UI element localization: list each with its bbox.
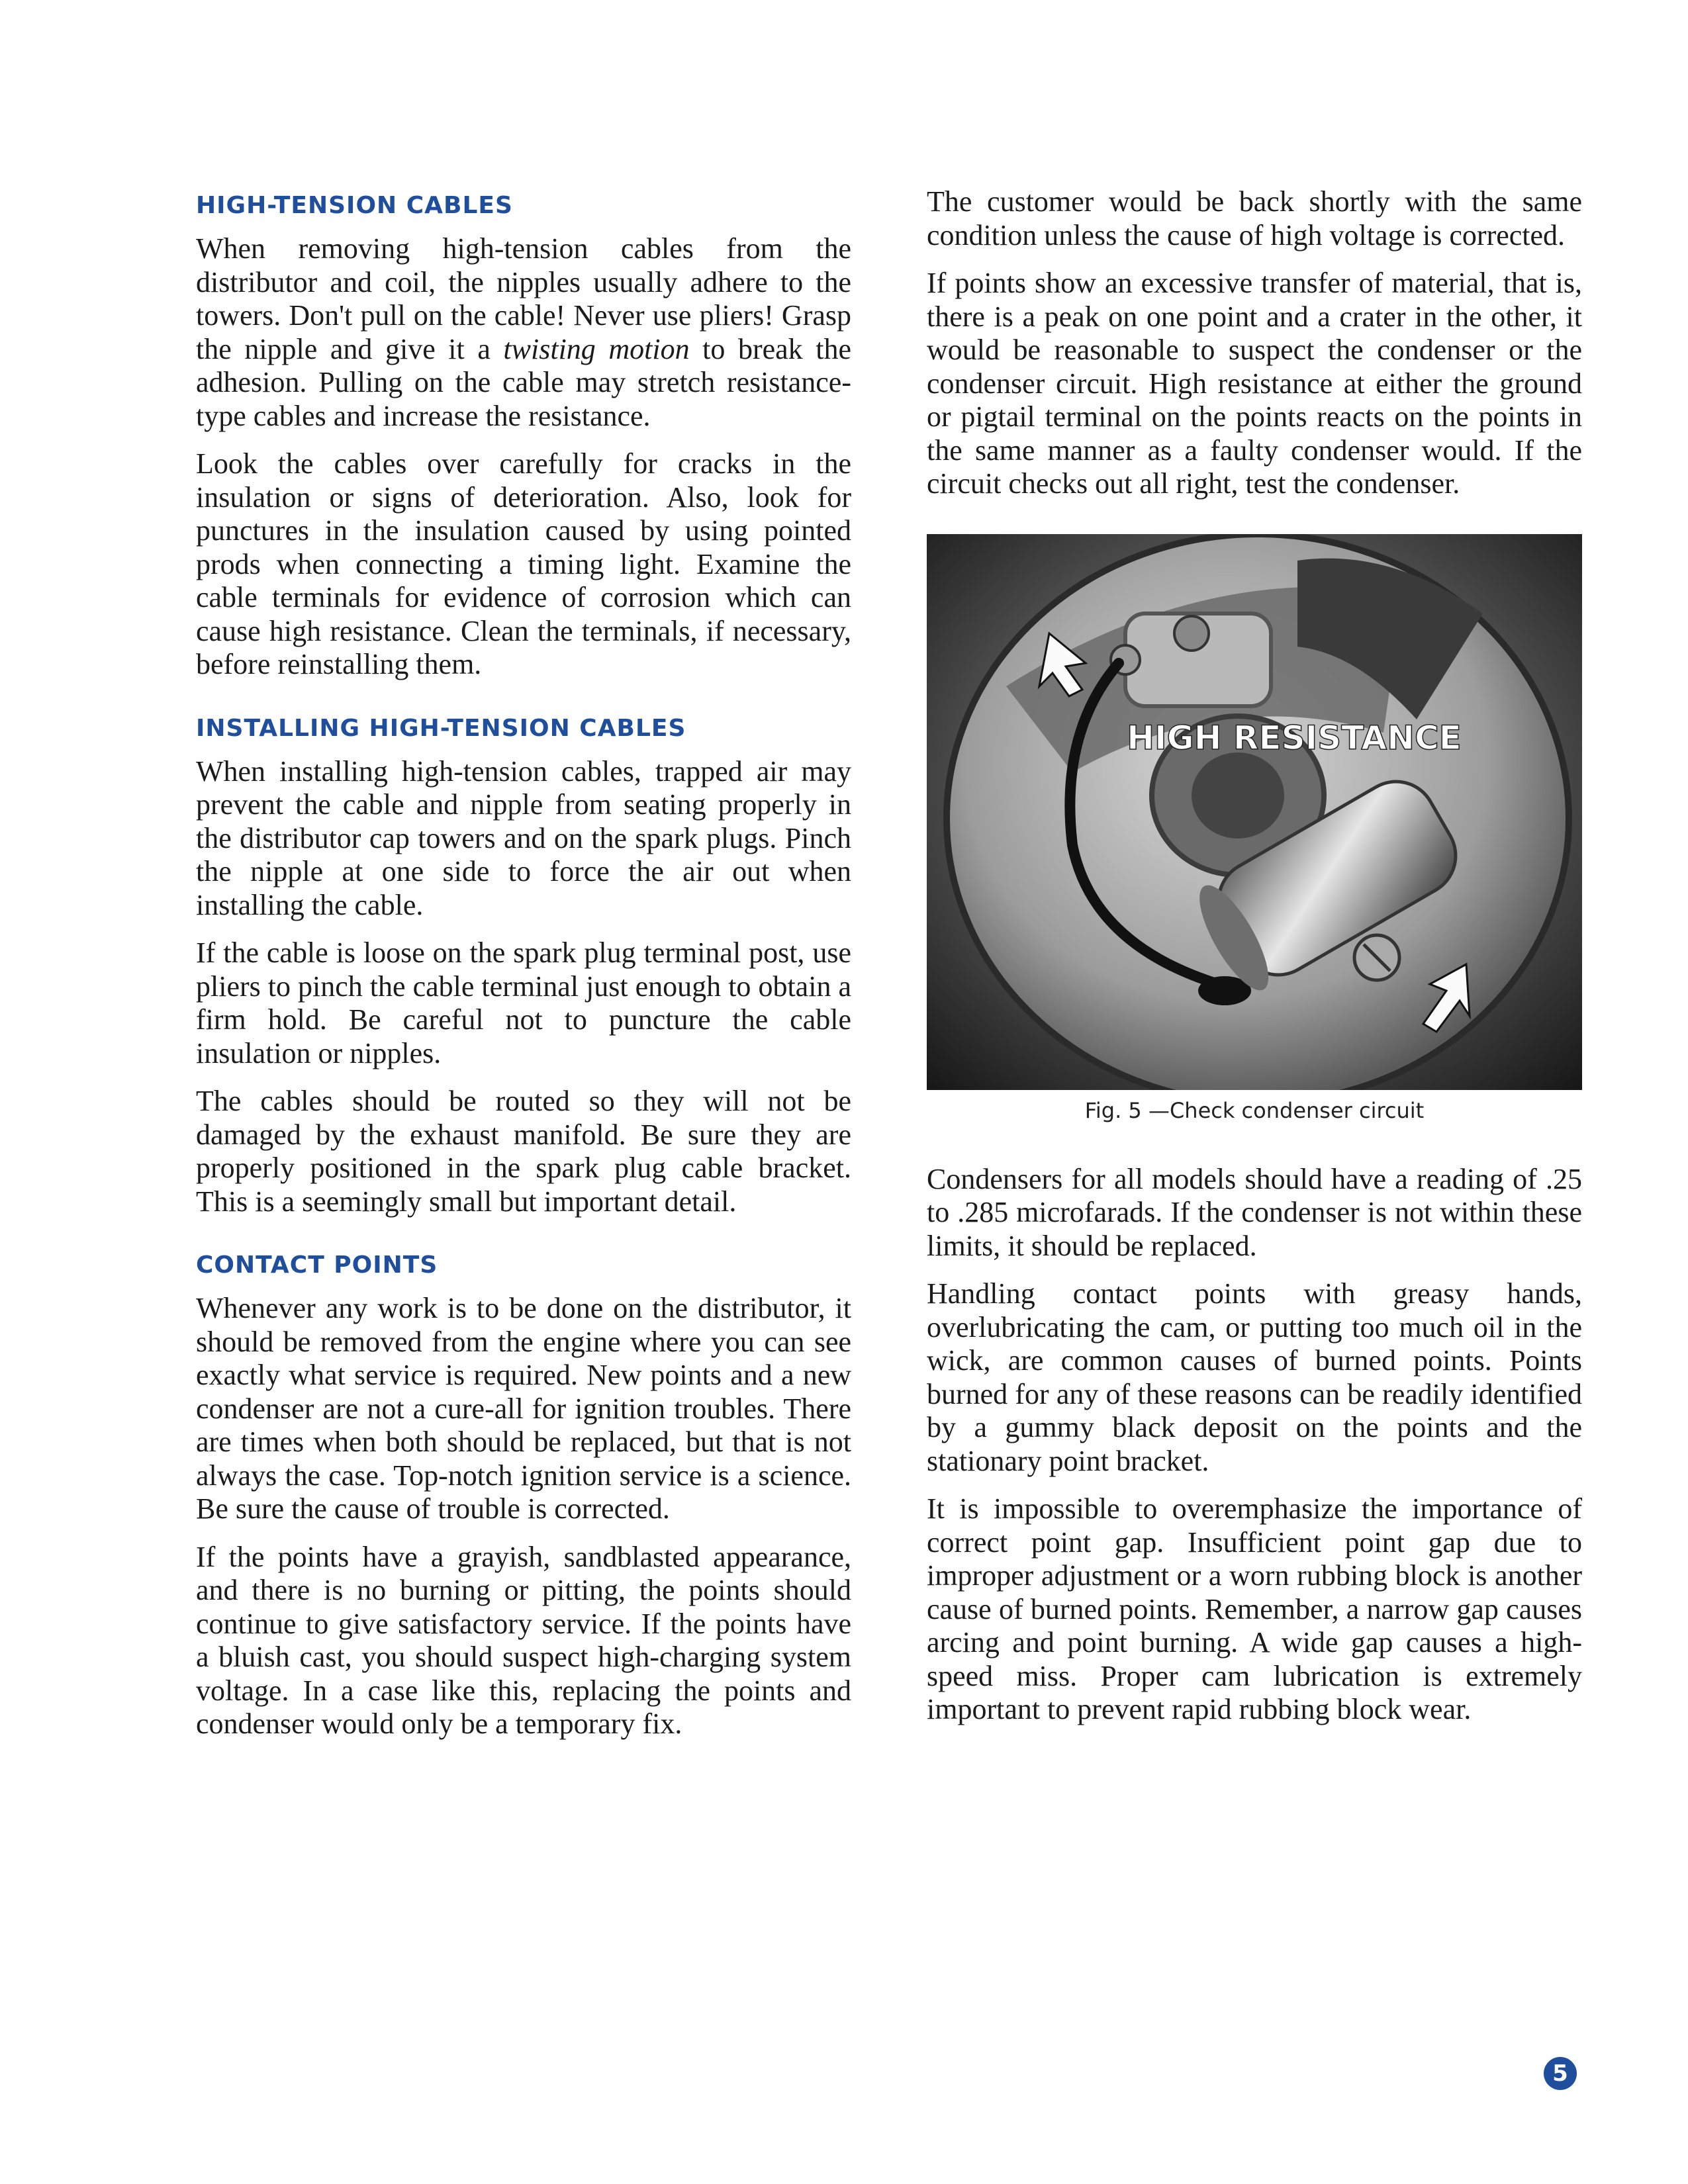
paragraph: Handling contact points with greasy hands, overlubricating the cam, or putting too much oil in the wick, are common causes of burned points. Points burned for any of these reasons can be readily identified by a gummy black deposit on the points and the stationary point bracket. xyxy=(927,1277,1582,1477)
distributor-photo-illustration xyxy=(927,534,1582,1090)
section-high-tension-cables xyxy=(196,192,851,682)
paragraph xyxy=(196,232,851,433)
high-resistance-label: HIGH RESISTANCE xyxy=(1127,718,1462,757)
section-heading: CONTACT POINTS xyxy=(196,1251,438,1279)
page-number-badge: 5 xyxy=(1544,2057,1577,2090)
paragraph: Whenever any work is to be done on the distributor, it should be removed from the engine where you can see exactly what service is required. New points and a new condenser are not a cure-all for ignition troubles. There are times when both should be replaced, but that is not always the case. Top-notch ignition service is a science. Be sure the cause of trouble is corrected. xyxy=(196,1292,851,1525)
figure-condenser-photo xyxy=(927,534,1582,1090)
left-column xyxy=(196,185,851,1774)
section-heading: INSTALLING HIGH-TENSION CABLES xyxy=(196,714,686,742)
section-installing-cables xyxy=(196,715,851,1219)
section-contact-points xyxy=(196,1251,851,1741)
emphasis-text: twisting motion xyxy=(503,332,690,365)
paragraph: The cables should be routed so they will not be damaged by the exhaust manifold. Be sure they are properly positioned in the spark plug cable bracket. This is a seemingly small but important detail. xyxy=(196,1085,851,1218)
right-column xyxy=(927,185,1582,1741)
section-heading: HIGH-TENSION CABLES xyxy=(196,192,513,219)
text-run: to break the adhesion. Pulling on the cable may stretch resistance-type cables and increase the resistance. xyxy=(196,332,851,432)
paragraph: When installing high-tension cables, trapped air may prevent the cable and nipple from seating properly in the distributor cap towers and on the spark plugs. Pinch the nipple at one side to force the air out when installing the cable. xyxy=(196,754,851,921)
paragraph: If the cable is loose on the spark plug terminal post, use pliers to pinch the cable terminal just enough to obtain a firm hold. Be careful not to puncture the cable insulation or nipples. xyxy=(196,936,851,1069)
paragraph: Look the cables over carefully for cracks in the insulation or signs of deterioration. Also, look for punctures in the insulation caused by using pointed prods when connecting a timing light. Examine the cable terminals for evidence of corrosion which can cause high resistance. Clean the terminals, if necessary, before reinstalling them. xyxy=(196,447,851,680)
paragraph: It is impossible to overemphasize the importance of correct point gap. Insufficient point gap due to improper adjustment or a worn rubbing block is another cause of burned points. Remember, a narrow gap causes arcing and point burning. A wide gap causes a high-speed miss. Proper cam lubrication is extremely important to prevent rapid rubbing block wear. xyxy=(927,1492,1582,1725)
paragraph: If points show an excessive transfer of material, that is, there is a peak on one point and a crater in the other, it would be reasonable to suspect the condenser or the condenser circuit. High resistance at either the ground or pigtail terminal on the points reacts on the points in the same manner as a faulty condenser would. If the circuit checks out all right, test the condenser. xyxy=(927,267,1582,500)
paragraph: Condensers for all models should have a reading of .25 to .285 microfarads. If the condenser is not within these limits, it should be replaced. xyxy=(927,1162,1582,1262)
text-run: When removing high-tension cables from the distributor and coil, the nipples usually adhere to the towers. Don't pull on the cable! Never use pliers! Grasp the nipple and give it a xyxy=(196,232,851,365)
paragraph: The customer would be back shortly with the same condition unless the cause of high voltage is corrected. xyxy=(927,185,1582,251)
figure-caption: Fig. 5 —Check condenser circuit xyxy=(1084,1097,1425,1123)
paragraph: If the points have a grayish, sandblasted appearance, and there is no burning or pitting, the points should continue to give satisfactory service. If the points have a bluish cast, you should suspect high-charging system voltage. In a case like this, replacing the points and condenser would only be a temporary fix. xyxy=(196,1540,851,1740)
